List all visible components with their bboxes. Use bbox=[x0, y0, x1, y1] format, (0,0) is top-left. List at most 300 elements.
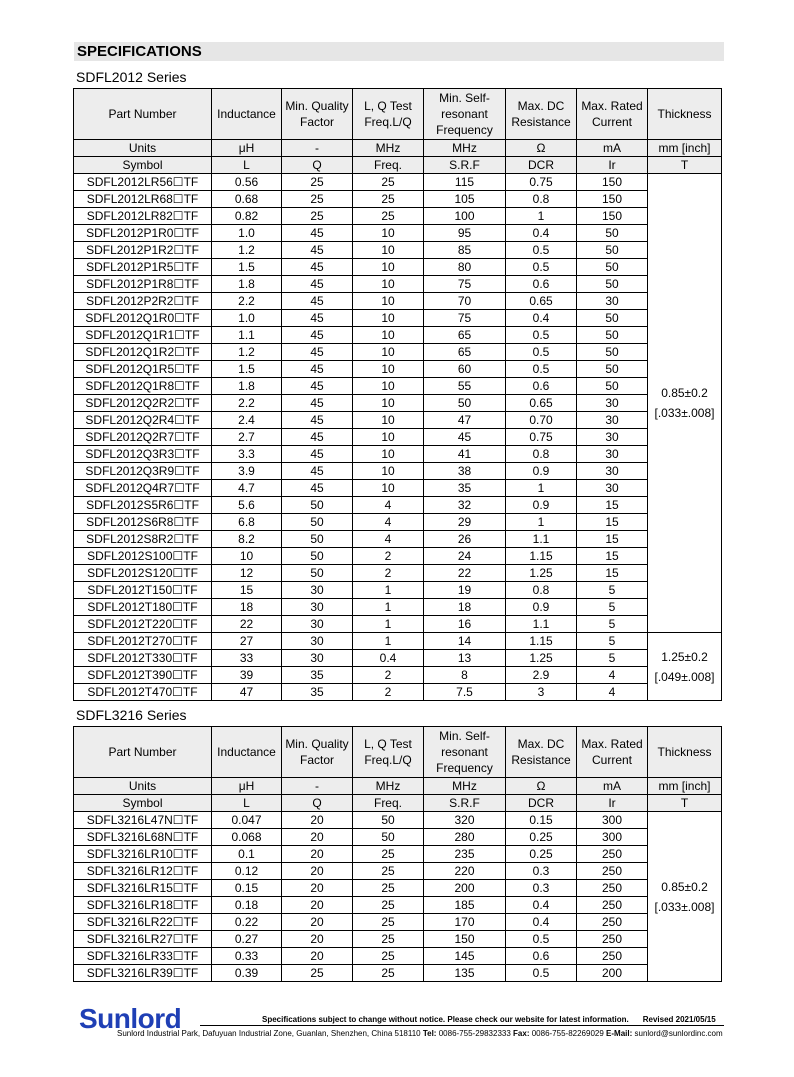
table-row bbox=[74, 880, 722, 897]
spec-cell: 1.25 bbox=[506, 565, 577, 582]
spec-cell: 250 bbox=[577, 880, 648, 897]
symbol-row bbox=[74, 795, 722, 812]
units-cell: mm [inch] bbox=[648, 778, 722, 795]
spec-cell: 0.6 bbox=[506, 378, 577, 395]
part-number-cell: SDFL2012S6R8☐TF bbox=[74, 514, 212, 531]
units-cell: mA bbox=[577, 140, 648, 157]
spec-cell: 50 bbox=[282, 497, 353, 514]
spec-cell: 10 bbox=[353, 310, 424, 327]
spec-cell: 2.9 bbox=[506, 667, 577, 684]
spec-cell: 1.8 bbox=[212, 276, 282, 293]
symbol-cell: DCR bbox=[506, 795, 577, 812]
spec-cell: 80 bbox=[424, 259, 506, 276]
spec-cell: 45 bbox=[282, 429, 353, 446]
spec-cell: 55 bbox=[424, 378, 506, 395]
table-row bbox=[74, 684, 722, 701]
spec-cell: 60 bbox=[424, 361, 506, 378]
spec-cell: 47 bbox=[424, 412, 506, 429]
units-cell: MHz bbox=[424, 140, 506, 157]
units-cell: μH bbox=[212, 778, 282, 795]
spec-cell: 0.6 bbox=[506, 948, 577, 965]
spec-cell: 5 bbox=[577, 633, 648, 650]
spec-cell: 45 bbox=[282, 395, 353, 412]
part-number-cell: SDFL3216LR22☐TF bbox=[74, 914, 212, 931]
spec-cell: 18 bbox=[212, 599, 282, 616]
spec-cell: 32 bbox=[424, 497, 506, 514]
spec-cell: 35 bbox=[282, 684, 353, 701]
spec-cell: 39 bbox=[212, 667, 282, 684]
spec-cell: 25 bbox=[282, 191, 353, 208]
thickness-cell: 0.85±0.2 [.033±.008] bbox=[648, 174, 722, 633]
table-row bbox=[74, 242, 722, 259]
spec-cell: 50 bbox=[577, 327, 648, 344]
spec-cell: 18 bbox=[424, 599, 506, 616]
symbol-cell: L bbox=[212, 157, 282, 174]
units-cell: Units bbox=[74, 140, 212, 157]
spec-cell: 20 bbox=[282, 829, 353, 846]
table-row bbox=[74, 480, 722, 497]
part-number-cell: SDFL2012Q1R2☐TF bbox=[74, 344, 212, 361]
table-row bbox=[74, 531, 722, 548]
part-number-cell: SDFL2012S100☐TF bbox=[74, 548, 212, 565]
spec-cell: 0.68 bbox=[212, 191, 282, 208]
disclaimer-text: Specifications subject to change without notice. Please check our website for latest information. bbox=[262, 1015, 629, 1024]
spec-cell: 75 bbox=[424, 276, 506, 293]
units-cell: Ω bbox=[506, 140, 577, 157]
units-cell: μH bbox=[212, 140, 282, 157]
part-number-cell: SDFL2012P1R0☐TF bbox=[74, 225, 212, 242]
spec-cell: 10 bbox=[353, 446, 424, 463]
units-cell: MHz bbox=[424, 778, 506, 795]
table-row bbox=[74, 846, 722, 863]
spec-cell: 4.7 bbox=[212, 480, 282, 497]
part-number-cell: SDFL2012Q4R7☐TF bbox=[74, 480, 212, 497]
spec-cell: 45 bbox=[282, 412, 353, 429]
spec-cell: 5 bbox=[577, 616, 648, 633]
part-number-cell: SDFL2012P1R8☐TF bbox=[74, 276, 212, 293]
spec-cell: 1 bbox=[353, 582, 424, 599]
spec-cell: 6.8 bbox=[212, 514, 282, 531]
spec-cell: 95 bbox=[424, 225, 506, 242]
table-row bbox=[74, 259, 722, 276]
part-number-cell: SDFL2012S8R2☐TF bbox=[74, 531, 212, 548]
spec-cell: 1.5 bbox=[212, 361, 282, 378]
spec-cell: 25 bbox=[353, 965, 424, 982]
spec-cell: 25 bbox=[353, 191, 424, 208]
header-test-freq: L, Q Test Freq.L/Q bbox=[353, 727, 424, 778]
spec-cell: 25 bbox=[353, 208, 424, 225]
spec-cell: 0.15 bbox=[212, 880, 282, 897]
spec-cell: 30 bbox=[577, 429, 648, 446]
spec-cell: 1.0 bbox=[212, 310, 282, 327]
spec-cell: 25 bbox=[353, 174, 424, 191]
spec-cell: 0.5 bbox=[506, 327, 577, 344]
table-row bbox=[74, 344, 722, 361]
spec-cell: 45 bbox=[282, 276, 353, 293]
spec-cell: 0.65 bbox=[506, 293, 577, 310]
units-cell: mA bbox=[577, 778, 648, 795]
table-row bbox=[74, 514, 722, 531]
spec-cell: 4 bbox=[353, 497, 424, 514]
spec-cell: 150 bbox=[424, 931, 506, 948]
spec-cell: 27 bbox=[212, 633, 282, 650]
spec-cell: 1.1 bbox=[506, 616, 577, 633]
spec-cell: 45 bbox=[282, 344, 353, 361]
part-number-cell: SDFL3216LR39☐TF bbox=[74, 965, 212, 982]
spec-cell: 10 bbox=[353, 395, 424, 412]
spec-cell: 10 bbox=[353, 412, 424, 429]
part-number-cell: SDFL3216LR10☐TF bbox=[74, 846, 212, 863]
spec-cell: 30 bbox=[282, 650, 353, 667]
spec-cell: 25 bbox=[282, 174, 353, 191]
spec-cell: 1.15 bbox=[506, 633, 577, 650]
revision-date: Revised 2021/05/15 bbox=[642, 1015, 716, 1024]
table-row bbox=[74, 548, 722, 565]
spec-cell: 0.3 bbox=[506, 880, 577, 897]
spec-cell: 25 bbox=[282, 965, 353, 982]
spec-cell: 235 bbox=[424, 846, 506, 863]
spec-cell: 0.18 bbox=[212, 897, 282, 914]
spec-cell: 35 bbox=[424, 480, 506, 497]
spec-cell: 50 bbox=[353, 812, 424, 829]
part-number-cell: SDFL2012P1R2☐TF bbox=[74, 242, 212, 259]
table-row bbox=[74, 378, 722, 395]
part-number-cell: SDFL3216LR27☐TF bbox=[74, 931, 212, 948]
spec-cell: 45 bbox=[282, 378, 353, 395]
spec-cell: 4 bbox=[353, 514, 424, 531]
spec-cell: 0.33 bbox=[212, 948, 282, 965]
spec-cell: 0.12 bbox=[212, 863, 282, 880]
symbol-cell: Symbol bbox=[74, 157, 212, 174]
spec-cell: 115 bbox=[424, 174, 506, 191]
table-row bbox=[74, 812, 722, 829]
spec-cell: 10 bbox=[353, 259, 424, 276]
table-row bbox=[74, 582, 722, 599]
spec-cell: 1.8 bbox=[212, 378, 282, 395]
table-row bbox=[74, 463, 722, 480]
table-row bbox=[74, 948, 722, 965]
sunlord-logo: Sunlord bbox=[79, 1003, 182, 1034]
part-number-cell: SDFL2012LR82☐TF bbox=[74, 208, 212, 225]
spec-cell: 3.3 bbox=[212, 446, 282, 463]
spec-cell: 5 bbox=[577, 650, 648, 667]
spec-cell: 25 bbox=[353, 846, 424, 863]
spec-cell: 15 bbox=[577, 497, 648, 514]
spec-cell: 0.5 bbox=[506, 965, 577, 982]
spec-cell: 3 bbox=[506, 684, 577, 701]
spec-cell: 135 bbox=[424, 965, 506, 982]
spec-cell: 30 bbox=[577, 446, 648, 463]
table-row bbox=[74, 429, 722, 446]
spec-cell: 15 bbox=[577, 514, 648, 531]
spec-cell: 1 bbox=[506, 480, 577, 497]
part-number-cell: SDFL3216LR15☐TF bbox=[74, 880, 212, 897]
table-row bbox=[74, 616, 722, 633]
spec-cell: 20 bbox=[282, 931, 353, 948]
spec-cell: 5 bbox=[577, 582, 648, 599]
units-cell: Units bbox=[74, 778, 212, 795]
part-number-cell: SDFL2012T270☐TF bbox=[74, 633, 212, 650]
spec-cell: 45 bbox=[282, 480, 353, 497]
spec-cell: 0.65 bbox=[506, 395, 577, 412]
spec-cell: 45 bbox=[282, 327, 353, 344]
spec-cell: 0.82 bbox=[212, 208, 282, 225]
spec-cell: 25 bbox=[353, 897, 424, 914]
spec-cell: 30 bbox=[577, 463, 648, 480]
footer-divider bbox=[200, 1025, 724, 1026]
spec-cell: 20 bbox=[282, 880, 353, 897]
header-row bbox=[74, 89, 722, 140]
spec-cell: 2 bbox=[353, 684, 424, 701]
part-number-cell: SDFL3216LR18☐TF bbox=[74, 897, 212, 914]
spec-cell: 100 bbox=[424, 208, 506, 225]
spec-cell: 0.25 bbox=[506, 846, 577, 863]
part-number-cell: SDFL2012S5R6☐TF bbox=[74, 497, 212, 514]
spec-cell: 25 bbox=[353, 931, 424, 948]
part-number-cell: SDFL2012Q2R4☐TF bbox=[74, 412, 212, 429]
spec-cell: 10 bbox=[212, 548, 282, 565]
spec-cell: 24 bbox=[424, 548, 506, 565]
spec-cell: 0.22 bbox=[212, 914, 282, 931]
spec-cell: 250 bbox=[577, 948, 648, 965]
spec-cell: 30 bbox=[282, 582, 353, 599]
spec-cell: 300 bbox=[577, 812, 648, 829]
spec-cell: 47 bbox=[212, 684, 282, 701]
part-number-cell: SDFL2012S120☐TF bbox=[74, 565, 212, 582]
email-address: sunlord@sunlordinc.com bbox=[634, 1029, 723, 1038]
spec-cell: 50 bbox=[577, 361, 648, 378]
spec-cell: 5.6 bbox=[212, 497, 282, 514]
table-row bbox=[74, 327, 722, 344]
spec-cell: 0.75 bbox=[506, 429, 577, 446]
spec-cell: 280 bbox=[424, 829, 506, 846]
table-row bbox=[74, 965, 722, 982]
spec-cell: 15 bbox=[577, 531, 648, 548]
spec-cell: 45 bbox=[282, 293, 353, 310]
symbol-cell: S.R.F bbox=[424, 795, 506, 812]
spec-cell: 320 bbox=[424, 812, 506, 829]
spec-cell: 22 bbox=[424, 565, 506, 582]
table-row bbox=[74, 225, 722, 242]
table-row bbox=[74, 293, 722, 310]
header-part-number: Part Number bbox=[74, 727, 212, 778]
spec-cell: 50 bbox=[577, 344, 648, 361]
spec-cell: 0.9 bbox=[506, 599, 577, 616]
spec-cell: 1.0 bbox=[212, 225, 282, 242]
table-row bbox=[74, 361, 722, 378]
symbol-cell: S.R.F bbox=[424, 157, 506, 174]
spec-cell: 20 bbox=[282, 948, 353, 965]
symbol-cell: Ir bbox=[577, 795, 648, 812]
spec-cell: 0.4 bbox=[353, 650, 424, 667]
spec-cell: 1 bbox=[353, 633, 424, 650]
table-row bbox=[74, 599, 722, 616]
spec-cell: 1 bbox=[353, 616, 424, 633]
spec-cell: 0.4 bbox=[506, 914, 577, 931]
spec-cell: 185 bbox=[424, 897, 506, 914]
spec-cell: 65 bbox=[424, 327, 506, 344]
spec-cell: 10 bbox=[353, 463, 424, 480]
spec-cell: 13 bbox=[424, 650, 506, 667]
header-thickness: Thickness bbox=[648, 727, 722, 778]
page-title: SPECIFICATIONS bbox=[74, 42, 724, 61]
header-thickness: Thickness bbox=[648, 89, 722, 140]
symbol-cell: Ir bbox=[577, 157, 648, 174]
spec-cell: 45 bbox=[282, 310, 353, 327]
spec-cell: 45 bbox=[282, 242, 353, 259]
units-cell: - bbox=[282, 778, 353, 795]
part-number-cell: SDFL2012Q2R7☐TF bbox=[74, 429, 212, 446]
spec-cell: 0.39 bbox=[212, 965, 282, 982]
table-row bbox=[74, 829, 722, 846]
part-number-cell: SDFL2012T390☐TF bbox=[74, 667, 212, 684]
symbol-cell: DCR bbox=[506, 157, 577, 174]
spec-cell: 2 bbox=[353, 667, 424, 684]
spec-cell: 10 bbox=[353, 344, 424, 361]
spec-cell: 20 bbox=[282, 812, 353, 829]
spec-cell: 45 bbox=[282, 463, 353, 480]
spec-cell: 35 bbox=[282, 667, 353, 684]
series-title-3216: SDFL3216 Series bbox=[76, 707, 187, 723]
table-row bbox=[74, 667, 722, 684]
spec-cell: 14 bbox=[424, 633, 506, 650]
spec-cell: 2.4 bbox=[212, 412, 282, 429]
spec-cell: 50 bbox=[577, 225, 648, 242]
spec-cell: 200 bbox=[577, 965, 648, 982]
spec-cell: 2.2 bbox=[212, 293, 282, 310]
spec-cell: 10 bbox=[353, 293, 424, 310]
header-dcr: Max. DC Resistance bbox=[506, 727, 577, 778]
symbol-cell: Symbol bbox=[74, 795, 212, 812]
table-row bbox=[74, 310, 722, 327]
table-row bbox=[74, 276, 722, 293]
spec-cell: 2 bbox=[353, 548, 424, 565]
table-row bbox=[74, 863, 722, 880]
part-number-cell: SDFL2012Q2R2☐TF bbox=[74, 395, 212, 412]
part-number-cell: SDFL3216L47N☐TF bbox=[74, 812, 212, 829]
spec-table-2012 bbox=[73, 88, 722, 701]
header-current: Max. Rated Current bbox=[577, 89, 648, 140]
spec-cell: 25 bbox=[353, 914, 424, 931]
spec-cell: 4 bbox=[353, 531, 424, 548]
header-quality: Min. Quality Factor bbox=[282, 89, 353, 140]
spec-cell: 45 bbox=[282, 446, 353, 463]
spec-cell: 15 bbox=[577, 565, 648, 582]
part-number-cell: SDFL2012LR56☐TF bbox=[74, 174, 212, 191]
spec-cell: 250 bbox=[577, 897, 648, 914]
table-row bbox=[74, 914, 722, 931]
tel-label: Tel: bbox=[422, 1029, 437, 1038]
spec-cell: 22 bbox=[212, 616, 282, 633]
spec-cell: 45 bbox=[282, 361, 353, 378]
part-number-cell: SDFL2012Q1R1☐TF bbox=[74, 327, 212, 344]
header-dcr: Max. DC Resistance bbox=[506, 89, 577, 140]
spec-cell: 10 bbox=[353, 276, 424, 293]
footer-note bbox=[262, 1015, 716, 1024]
spec-cell: 30 bbox=[577, 395, 648, 412]
table-row bbox=[74, 412, 722, 429]
table-row bbox=[74, 565, 722, 582]
spec-cell: 8.2 bbox=[212, 531, 282, 548]
spec-cell: 5 bbox=[577, 599, 648, 616]
units-cell: MHz bbox=[353, 778, 424, 795]
units-cell: - bbox=[282, 140, 353, 157]
spec-cell: 45 bbox=[282, 259, 353, 276]
part-number-cell: SDFL2012T470☐TF bbox=[74, 684, 212, 701]
spec-cell: 50 bbox=[577, 310, 648, 327]
email-label: E-Mail: bbox=[606, 1029, 633, 1038]
spec-cell: 170 bbox=[424, 914, 506, 931]
spec-cell: 10 bbox=[353, 225, 424, 242]
spec-cell: 105 bbox=[424, 191, 506, 208]
tel-number: 0086-755-29832333 bbox=[438, 1029, 511, 1038]
part-number-cell: SDFL2012P2R2☐TF bbox=[74, 293, 212, 310]
spec-cell: 8 bbox=[424, 667, 506, 684]
header-inductance: Inductance bbox=[212, 89, 282, 140]
units-cell: Ω bbox=[506, 778, 577, 795]
spec-cell: 1.2 bbox=[212, 242, 282, 259]
symbol-cell: Q bbox=[282, 157, 353, 174]
part-number-cell: SDFL3216LR12☐TF bbox=[74, 863, 212, 880]
spec-cell: 1 bbox=[506, 208, 577, 225]
header-row bbox=[74, 727, 722, 778]
spec-cell: 30 bbox=[577, 412, 648, 429]
spec-cell: 85 bbox=[424, 242, 506, 259]
units-cell: mm [inch] bbox=[648, 140, 722, 157]
spec-cell: 1 bbox=[506, 514, 577, 531]
spec-cell: 15 bbox=[212, 582, 282, 599]
spec-cell: 1 bbox=[353, 599, 424, 616]
spec-cell: 1.25 bbox=[506, 650, 577, 667]
spec-cell: 0.4 bbox=[506, 897, 577, 914]
spec-cell: 0.56 bbox=[212, 174, 282, 191]
spec-cell: 300 bbox=[577, 829, 648, 846]
spec-cell: 0.5 bbox=[506, 242, 577, 259]
spec-cell: 0.8 bbox=[506, 582, 577, 599]
header-inductance: Inductance bbox=[212, 727, 282, 778]
symbol-cell: Freq. bbox=[353, 795, 424, 812]
spec-cell: 70 bbox=[424, 293, 506, 310]
spec-cell: 16 bbox=[424, 616, 506, 633]
part-number-cell: SDFL2012T180☐TF bbox=[74, 599, 212, 616]
spec-cell: 10 bbox=[353, 480, 424, 497]
part-number-cell: SDFL2012T220☐TF bbox=[74, 616, 212, 633]
fax-number: 0086-755-82269029 bbox=[531, 1029, 604, 1038]
symbol-cell: Q bbox=[282, 795, 353, 812]
part-number-cell: SDFL2012LR68☐TF bbox=[74, 191, 212, 208]
spec-cell: 50 bbox=[282, 514, 353, 531]
part-number-cell: SDFL2012P1R5☐TF bbox=[74, 259, 212, 276]
spec-cell: 41 bbox=[424, 446, 506, 463]
spec-cell: 20 bbox=[282, 914, 353, 931]
spec-cell: 0.4 bbox=[506, 225, 577, 242]
spec-table-3216 bbox=[73, 726, 722, 982]
spec-cell: 30 bbox=[282, 599, 353, 616]
spec-cell: 7.5 bbox=[424, 684, 506, 701]
table-row bbox=[74, 395, 722, 412]
part-number-cell: SDFL2012Q1R8☐TF bbox=[74, 378, 212, 395]
symbol-cell: L bbox=[212, 795, 282, 812]
header-current: Max. Rated Current bbox=[577, 727, 648, 778]
spec-cell: 45 bbox=[282, 225, 353, 242]
spec-cell: 0.9 bbox=[506, 497, 577, 514]
spec-cell: 10 bbox=[353, 378, 424, 395]
spec-cell: 1.1 bbox=[212, 327, 282, 344]
table-row bbox=[74, 191, 722, 208]
spec-cell: 10 bbox=[353, 242, 424, 259]
spec-cell: 2.7 bbox=[212, 429, 282, 446]
table-row bbox=[74, 931, 722, 948]
